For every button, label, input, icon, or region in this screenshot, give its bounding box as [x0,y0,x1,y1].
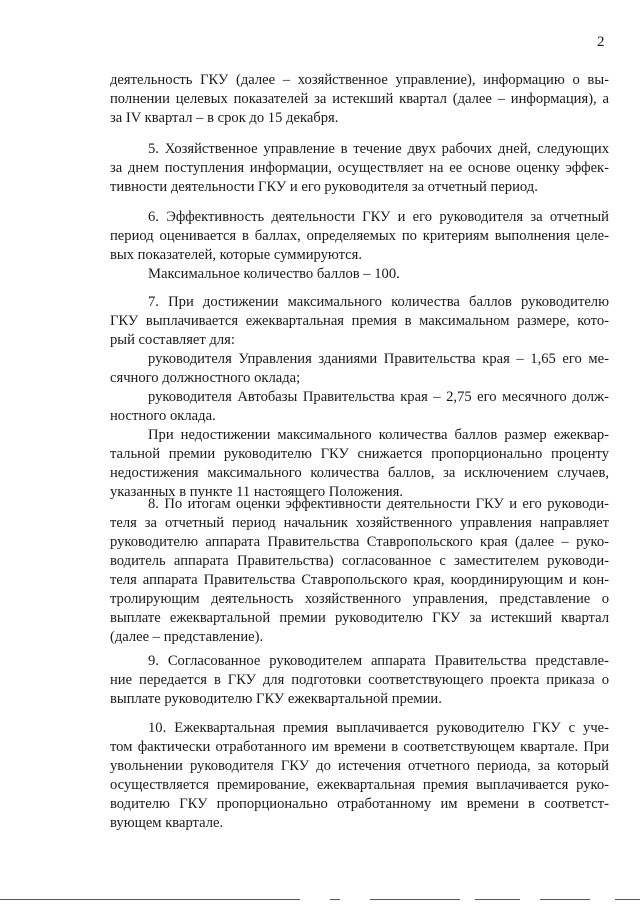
text-line: ние передается в ГКУ для подготовки соответствующего проекта приказа о [110,672,609,688]
text-line: тролирующим деятельность хозяйственного управления, представление о [110,591,609,607]
text-line: руководителю аппарата Правительства Ставропольского края (далее – руко- [110,534,609,550]
text-line: выплате руководителю ГКУ ежеквартальной премии. [110,691,442,707]
text-line: 8. По итогам оценки эффективности деятельности ГКУ и его руководи- [148,496,609,512]
text-line: за днем поступления информации, осуществляет на ее основе оценку эффек- [110,160,609,176]
text-line: указанных в пункте 11 настоящего Положения. [110,484,403,500]
text-line: тивности деятельности ГКУ и его руководителя за отчетный период. [110,179,538,195]
text-line: ностного оклада. [110,408,216,424]
scan-bottom-edge [0,899,640,901]
text-line: том фактически отработанного им времени в соответствующем квартале. При [110,739,609,755]
text-line: недостижения максимального количества баллов, за исключением случаев, [110,465,609,481]
text-line: 6. Эффективность деятельности ГКУ и его руководителя за отчетный [148,209,609,225]
text-line: водитель аппарата Правительства) согласованное с заместителем руководи- [110,553,609,569]
text-line: выплате ежеквартальной премии руководителю ГКУ за истекший квартал [110,610,609,626]
text-line: период оценивается в баллах, определяемых по критериям выполнения целе- [110,228,609,244]
text-line: вующем квартале. [110,815,224,831]
paragraph-5 [110,140,609,197]
text-line: 7. При достижении максимального количества баллов руководителю [148,294,609,310]
text-line: ГКУ выплачивается ежеквартальная премия в максимальном размере, кото- [110,313,609,329]
paragraph-intro [110,71,609,128]
text-line: При недостижении максимального количества баллов размер ежеквар- [148,427,609,443]
text-line: (далее – представление). [110,629,264,645]
text-line: рый составляет для: [110,332,235,348]
text-line: 5. Хозяйственное управление в течение двух рабочих дней, следующих [148,141,609,157]
text-line: увольнении руководителя ГКУ до истечения отчетного периода, за который [110,758,609,774]
text-line: теля за отчетный период начальник хозяйственного управления направляет [110,515,609,531]
text-line: полнении целевых показателей за истекший квартал (далее – информация), а [110,91,609,107]
paragraph-10 [110,719,609,833]
text-line: Максимальное количество баллов – 100. [148,266,400,282]
text-line: деятельность ГКУ (далее – хозяйственное управление), информацию о вы- [110,72,609,88]
paragraph-8 [110,495,609,647]
paragraph-7 [110,293,609,502]
text-line: 9. Согласованное руководителем аппарата Правительства представле- [148,653,609,669]
text-line: руководителя Управления зданиями Правительства края – 1,65 его ме- [148,351,609,367]
text-line: осуществляется премирование, ежеквартальная премия выплачивается руко- [110,777,609,793]
paragraph-9 [110,652,609,709]
page-number: 2 [597,34,605,50]
paragraph-6 [110,208,609,284]
text-line: тальной премии руководителю ГКУ снижается пропорционально проценту [110,446,609,462]
text-line: теля аппарата Правительства Ставропольского края, координирующим и кон- [110,572,609,588]
text-line: 10. Ежеквартальная премия выплачивается руководителю ГКУ с уче- [148,720,609,736]
text-line: руководителя Автобазы Правительства края – 2,75 его месячного долж- [148,389,609,405]
text-line: водителю ГКУ пропорционально отработанному им времени в соответст- [110,796,609,812]
text-line: сячного должностного оклада; [110,370,301,386]
text-line: вых показателей, которые суммируются. [110,247,363,263]
text-line: за IV квартал – в срок до 15 декабря. [110,110,339,126]
